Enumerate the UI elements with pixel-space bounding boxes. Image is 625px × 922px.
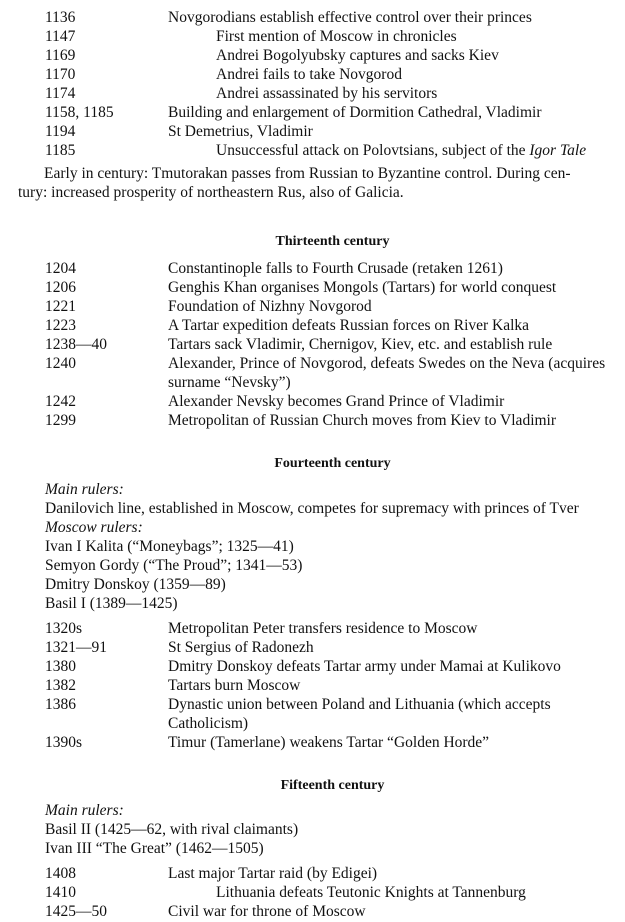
timeline-row: [0, 902, 625, 921]
timeline-row: [0, 619, 625, 638]
event-text: Dynastic union between Poland and Lithuania (which accepts: [168, 696, 551, 713]
event-text-main: Unsuccessful attack on Polovtsians, subject of the: [216, 142, 530, 159]
event-year: 1221: [45, 298, 76, 315]
event-year: 1390s: [45, 734, 83, 751]
ruler-entry: Basil II (1425—62, with rival claimants): [45, 821, 299, 838]
event-text: First mention of Moscow in chronicles: [216, 28, 457, 45]
event-text: Andrei Bogolyubsky captures and sacks Kiev: [216, 47, 499, 64]
event-text: St Demetrius, Vladimir: [168, 123, 313, 140]
timeline-row-continued: [0, 714, 625, 733]
timeline-row: [0, 883, 625, 902]
timeline-row: [0, 278, 625, 297]
timeline-row: [0, 676, 625, 695]
event-year: 1425—50: [45, 903, 107, 920]
event-text: Constantinople falls to Fourth Crusade (retaken 1261): [168, 260, 503, 277]
moscow-rulers-label: Moscow rulers:: [45, 519, 143, 536]
event-text-continued: surname “Nevsky”): [168, 374, 291, 391]
event-year: 1170: [45, 66, 76, 83]
event-year: 1223: [45, 317, 76, 334]
timeline-row: [0, 392, 625, 411]
event-text: Tartars sack Vladimir, Chernigov, Kiev, etc. and establish rule: [168, 336, 553, 353]
event-year: 1136: [45, 9, 76, 26]
timeline-row: [0, 638, 625, 657]
timeline-row: [0, 103, 625, 122]
event-text: Civil war for throne of Moscow: [168, 903, 366, 920]
event-year: 1386: [45, 696, 76, 713]
event-year: 1204: [45, 260, 76, 277]
timeline-row: [0, 864, 625, 883]
timeline-row: [0, 141, 625, 160]
century-note: Early in century: Tmutorakan passes from Russian to Byzantine control. During cen-: [44, 165, 571, 182]
twelfth-century-events: [0, 8, 625, 202]
event-year: 1410: [45, 884, 76, 901]
event-year: 1194: [45, 123, 76, 140]
event-text: Dmitry Donskoy defeats Tartar army under Mamai at Kulikovo: [168, 658, 561, 675]
event-text: Lithuania defeats Teutonic Knights at Tannenburg: [216, 884, 526, 901]
event-year: 1206: [45, 279, 76, 296]
timeline-row: [0, 411, 625, 430]
timeline-row: [0, 316, 625, 335]
event-text: Building and enlargement of Dormition Cathedral, Vladimir: [168, 104, 542, 121]
event-text: Alexander Nevsky becomes Grand Prince of Vladimir: [168, 393, 505, 410]
ruler-entry: Ivan I Kalita (“Moneybags”; 1325—41): [45, 538, 294, 555]
event-year: 1174: [45, 85, 76, 102]
thirteenth-century-section: [0, 232, 625, 430]
timeline-row: [0, 657, 625, 676]
ruler-entry: Basil I (1389—1425): [45, 595, 178, 612]
event-text: Novgorodians establish effective control over their princes: [168, 9, 532, 26]
timeline-row: [0, 335, 625, 354]
main-rulers-label: Main rulers:: [45, 802, 124, 819]
event-year: 1169: [45, 47, 76, 64]
event-year: 1380: [45, 658, 76, 675]
event-text-italic: Igor Tale: [529, 142, 587, 159]
event-text: [216, 141, 586, 160]
fifteenth-century-section: [0, 776, 625, 921]
timeline-row: [0, 354, 625, 373]
event-year: 1242: [45, 393, 76, 410]
event-text: Alexander, Prince of Novgorod, defeats Swedes on the Neva (acquires: [168, 355, 606, 372]
century-note-continued: tury: increased prosperity of northeastern Rus, also of Galicia.: [18, 184, 404, 201]
event-year: 1299: [45, 412, 76, 429]
event-year: 1321—91: [45, 639, 107, 656]
timeline-row: [0, 8, 625, 27]
section-heading: Fifteenth century: [280, 778, 385, 793]
event-year: 1408: [45, 865, 76, 882]
timeline-row: [0, 46, 625, 65]
event-text: Andrei fails to take Novgorod: [216, 66, 402, 83]
event-text: St Sergius of Radonezh: [168, 639, 314, 656]
timeline-row: [0, 733, 625, 752]
event-text: Foundation of Nizhny Novgorod: [168, 298, 372, 315]
section-heading: Fourteenth century: [274, 456, 391, 471]
ruler-entry: Ivan III “The Great” (1462—1505): [45, 840, 264, 857]
event-year: 1240: [45, 355, 76, 372]
event-year: 1185: [45, 142, 76, 159]
timeline-row: [0, 84, 625, 103]
ruler-entry: Semyon Gordy (“The Proud”; 1341—53): [45, 557, 303, 574]
timeline-row: [0, 297, 625, 316]
rulers-intro: Danilovich line, established in Moscow, competes for supremacy with princes of Tver: [45, 500, 579, 517]
event-year: 1238—40: [45, 336, 107, 353]
main-rulers-label: Main rulers:: [45, 481, 124, 498]
timeline-row: [0, 27, 625, 46]
event-text: A Tartar expedition defeats Russian forces on River Kalka: [168, 317, 530, 334]
event-text-continued: Catholicism): [168, 715, 249, 732]
event-text: Metropolitan Peter transfers residence to Moscow: [168, 620, 478, 637]
timeline-row: [0, 122, 625, 141]
timeline-row-continued: [0, 373, 625, 392]
event-year: 1320s: [45, 620, 83, 637]
fourteenth-century-section: [0, 454, 625, 752]
event-text: Tartars burn Moscow: [168, 677, 301, 694]
timeline-row: [0, 259, 625, 278]
timeline-row: [0, 65, 625, 84]
event-text: Genghis Khan organises Mongols (Tartars) for world conquest: [168, 279, 557, 296]
ruler-entry: Dmitry Donskoy (1359—89): [45, 576, 226, 593]
event-year: 1382: [45, 677, 76, 694]
event-text: Last major Tartar raid (by Edigei): [168, 865, 378, 882]
event-text: Andrei assassinated by his servitors: [216, 85, 438, 102]
section-heading: Thirteenth century: [275, 234, 390, 249]
event-year: 1147: [45, 28, 76, 45]
timeline-row: [0, 695, 625, 714]
event-text: Metropolitan of Russian Church moves from Kiev to Vladimir: [168, 412, 557, 429]
event-text: Timur (Tamerlane) weakens Tartar “Golden Horde”: [168, 734, 490, 751]
event-year: 1158, 1185: [45, 104, 114, 121]
